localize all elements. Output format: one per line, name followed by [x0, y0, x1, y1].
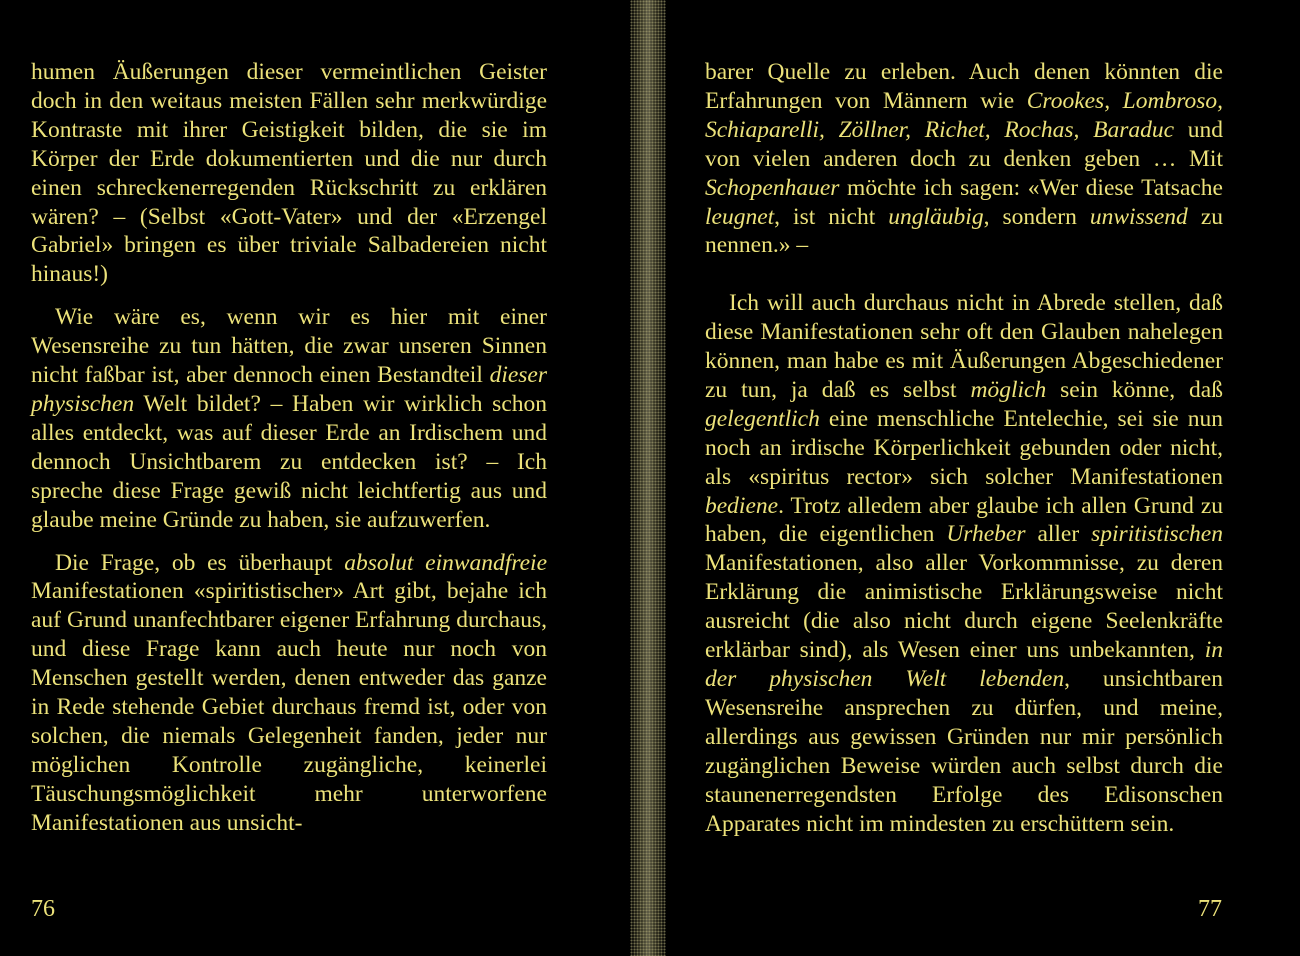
text-run: . Trotz alledem aber glaube ich allen Grund zu haben, die eigentlichen — [705, 492, 1223, 548]
text-run: barer Quelle zu erleben. Auch denen könnten die Erfahrungen von Männern wie — [705, 59, 1223, 114]
left-paragraph-2 — [31, 303, 547, 534]
text-run: aller — [1025, 521, 1092, 548]
italic-run: spiritistischen — [1091, 521, 1223, 548]
italic-run: ungläubig — [888, 203, 984, 230]
italic-run: möglich — [970, 376, 1047, 403]
italic-run: dieser physischen — [31, 362, 547, 417]
italic-run: gelegentlich — [705, 405, 820, 432]
right-paragraph-2 — [705, 289, 1223, 838]
text-run: humen Äußerungen dieser vermeintlichen Geister doch in den weitaus meisten Fällen sehr merkwürdige Kontraste mit ihrer Geistigkeit bilden, die sie im Körper der Erde dokumentierten und die nur durch einen schreckenerregenden Rückschritt zu erklären wären? – (Selbst «Gott-Vater» und der «Erzengel Gabriel» bringen es über triviale Salbadereien nicht hinaus!) — [31, 59, 547, 288]
text-run: sein könne, daß — [1046, 376, 1223, 403]
right-page — [705, 58, 1223, 838]
text-run: , unsichtbaren Wesensreihe ansprechen zu dürfen, und meine, allerdings aus gewissen Gründen nur mir persönlich zugänglichen Beweise würden auch selbst durch die staunenerregendsten Erfolge des Edisonschen Apparates nicht im mindesten zu erschüttern sein. — [705, 666, 1223, 837]
text-run: Welt bildet? – Haben wir wirklich schon alles entdeckt, was auf dieser Erde an Irdischem und dennoch Unsichtbarem zu entdecken ist? – Ich spreche diese Frage gewiß nicht leichtfertig aus und glaube meine Gründe zu haben, sie aufzuwerfen. — [31, 390, 547, 533]
text-run: möchte ich sagen: «Wer diese Tatsache — [839, 174, 1223, 201]
page-number-left: 76 — [31, 896, 55, 922]
text-run: eine menschliche Entelechie, sei sie nun noch an irdische Körperlichkeit gebunden oder nicht, als «spiritus rector» sich solcher Manifestationen — [705, 405, 1223, 490]
text-run: Die Frage, ob es überhaupt — [55, 549, 345, 576]
italic-run: absolut einwandfreie — [344, 549, 548, 576]
italic-run: Crookes, Lombroso, Schiaparelli, Zöllner, Richet, Rochas, Baraduc — [705, 87, 1223, 143]
right-paragraph-1 — [705, 58, 1223, 260]
italic-run: unwissend — [1089, 203, 1188, 230]
text-run: und von vielen anderen doch zu denken geben … Mit — [705, 116, 1223, 172]
paragraph-gap — [705, 260, 1223, 289]
page-number-right: 77 — [1198, 896, 1222, 922]
text-run: , ist nicht — [774, 203, 889, 230]
italic-run: Schopenhauer — [705, 174, 840, 201]
italic-run: in der physischen Welt lebenden — [705, 637, 1223, 693]
text-run: Wie wäre es, wenn wir es hier mit einer Wesensreihe zu tun hätten, die zwar unseren Sinnen nicht faßbar ist, aber dennoch einen Bestandteil — [31, 304, 547, 389]
left-paragraph-3 — [31, 549, 547, 838]
text-run: , sondern — [983, 203, 1090, 230]
italic-run: leugnet — [705, 203, 775, 230]
left-paragraph-1 — [31, 58, 547, 289]
text-run: zu nennen.» – — [705, 203, 1223, 259]
italic-run: Urheber — [946, 521, 1026, 548]
book-gutter — [630, 0, 666, 956]
text-run: Manifestationen «spiritistischer» Art gibt, bejahe ich auf Grund unanfechtbarer eigener Erfahrung durchaus, und diese Frage kann auch heute nur noch von Menschen gestellt werden, denen entweder das ganze in Rede stehende Gebiet durchaus fremd ist, oder von solchen, die niemals Gelegenheit fanden, jeder nur möglichen Kontrolle zugängliche, keinerlei Täuschungsmöglichkeit mehr unterworfene Manifestationen aus unsicht- — [31, 578, 547, 836]
text-run: Manifestationen, also aller Vorkommnisse, zu deren Erklärung die animistische Erklärungsweise nicht ausreicht (die also nicht durch eigene Seelenkräfte erklärbar sind), als Wesen einer uns unbekannten, — [705, 550, 1223, 664]
left-page — [31, 58, 547, 838]
italic-run: bediene — [705, 492, 779, 519]
text-run: Ich will auch durchaus nicht in Abrede stellen, daß diese Manifestationen sehr oft den Glauben nahelegen können, man habe es mit Äußerungen Abgeschiedener zu tun, ja daß es selbst — [705, 290, 1223, 403]
